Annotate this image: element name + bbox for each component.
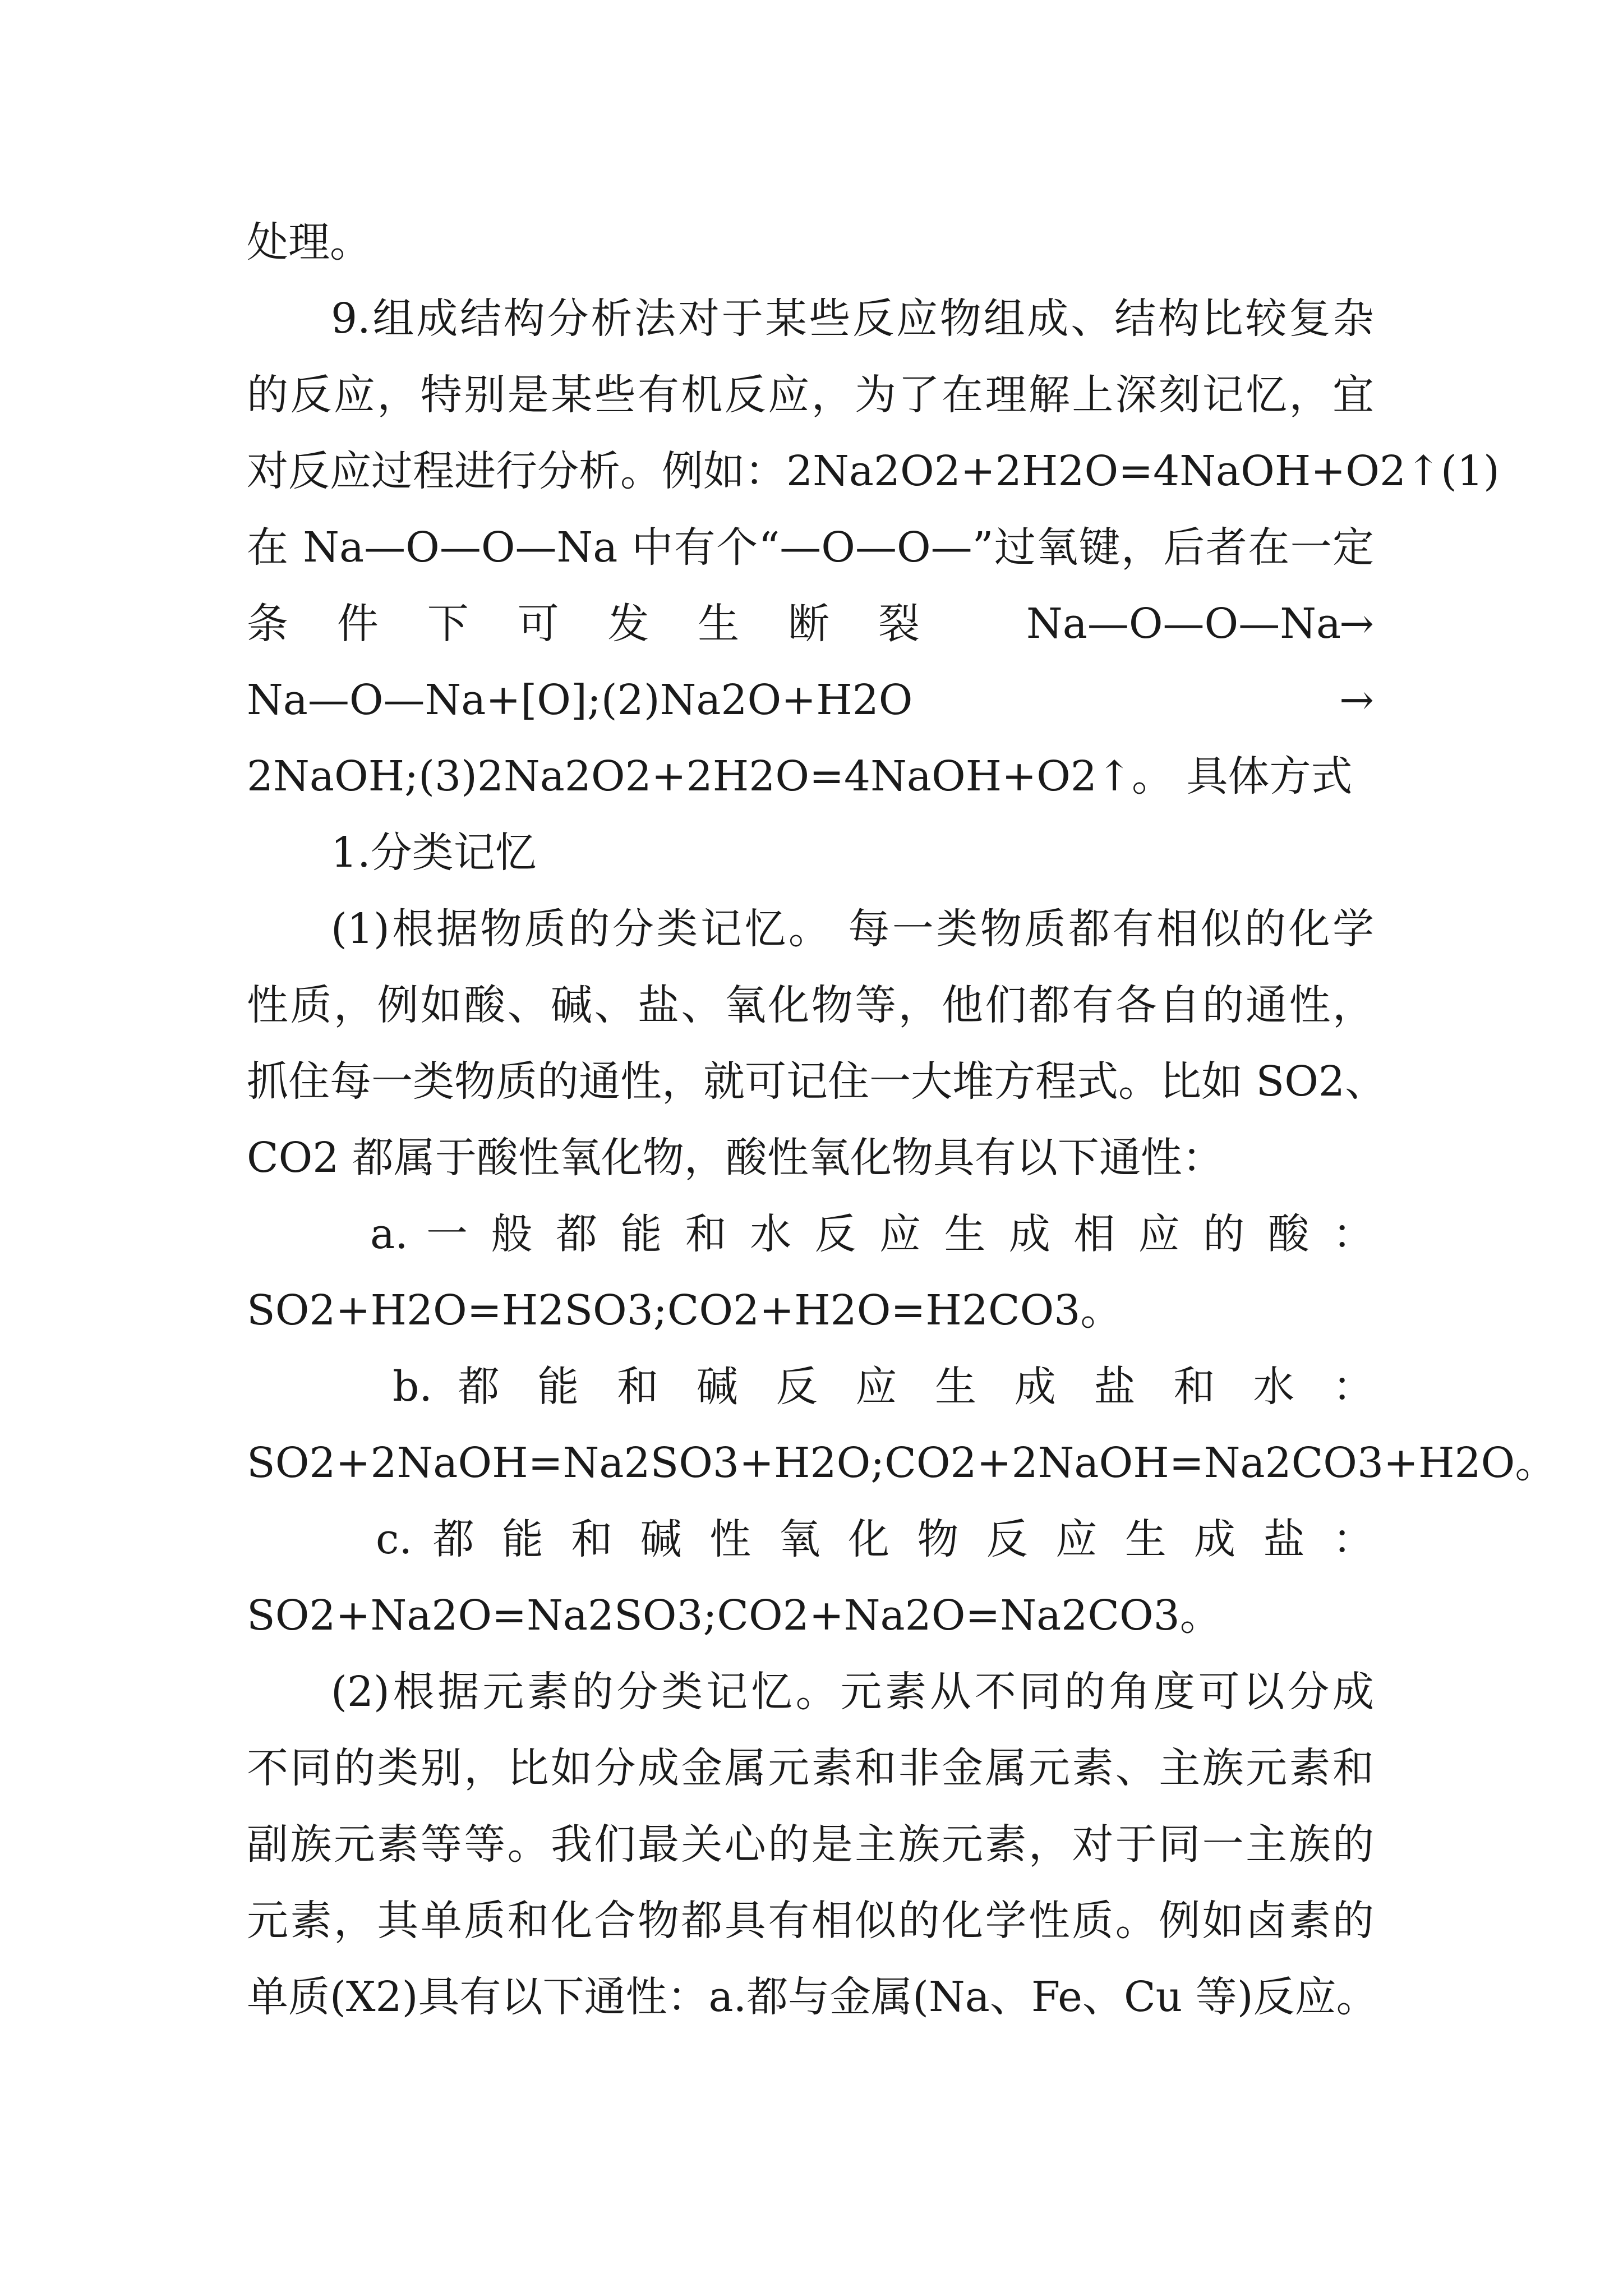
text-span: 条 件 下 可 发 生 断 裂 <box>247 600 920 648</box>
text-line: 对反应过程进行分析。例如：2Na2O2+2H2O=4NaOH+O2↑(1) <box>247 447 1500 495</box>
text-line: 副族元素等等。我们最关心的是主族元素，对于同一主族的 <box>247 1820 1374 1869</box>
text-line: (2)根据元素的分类记忆。元素从不同的角度可以分成 <box>331 1668 1374 1716</box>
text-line: 不同的类别，比如分成金属元素和非金属元素、主族元素和 <box>247 1744 1374 1792</box>
text-span: Na—O—Na+[O];(2)Na2O+H2O <box>247 676 913 724</box>
text-line: 处理。 <box>247 218 371 266</box>
text-line: 单质(X2)具有以下通性：a.都与金属(Na、Fe、Cu 等)反应。 <box>247 1973 1378 2021</box>
text-line: 9.组成结构分析法对于某些反应物组成、结构比较复杂 <box>331 295 1374 343</box>
text-span: Na—O—O—Na <box>1026 600 1341 648</box>
text-line: a. 一 般 都 能 和 水 反 应 生 成 相 应 的 酸 ： <box>370 1210 1374 1258</box>
text-line: 2NaOH;(3)2Na2O2+2H2O=4NaOH+O2↑。 具体方式 <box>247 752 1353 800</box>
text-line: 的反应，特别是某些有机反应，为了在理解上深刻记忆，宜 <box>247 371 1374 419</box>
text-line: b. 都 能 和 碱 反 应 生 成 盐 和 水 ： <box>393 1363 1374 1411</box>
text-line: CO2 都属于酸性氧化物，酸性氧化物具有以下通性： <box>247 1134 1224 1182</box>
section-heading: 1.分类记忆 <box>331 829 537 877</box>
text-line: 抓住每一类物质的通性，就可记住一大堆方程式。比如 SO2、 <box>247 1057 1386 1106</box>
text-line: (1)根据物质的分类记忆。 每一类物质都有相似的化学 <box>331 905 1374 953</box>
text-line: c. 都 能 和 碱 性 氧 化 物 反 应 生 成 盐 ： <box>376 1515 1374 1563</box>
text-line: SO2+2NaOH=Na2SO3+H2O;CO2+2NaOH=Na2CO3+H2O。 <box>247 1439 1557 1487</box>
text-line: 在 Na—O—O—Na 中有个“—O—O—”过氧键，后者在一定 <box>247 523 1374 572</box>
text-line: 元素，其单质和化合物都具有相似的化学性质。例如卤素的 <box>247 1897 1374 1945</box>
text-line: SO2+H2O=H2SO3;CO2+H2O=H2CO3。 <box>247 1286 1122 1335</box>
arrow-text: → <box>1339 600 1374 648</box>
arrow-text: → <box>1339 676 1374 724</box>
text-line: SO2+Na2O=Na2SO3;CO2+Na2O=Na2CO3。 <box>247 1591 1221 1640</box>
text-line: 性质，例如酸、碱、盐、氧化物等，他们都有各自的通性， <box>247 981 1374 1029</box>
